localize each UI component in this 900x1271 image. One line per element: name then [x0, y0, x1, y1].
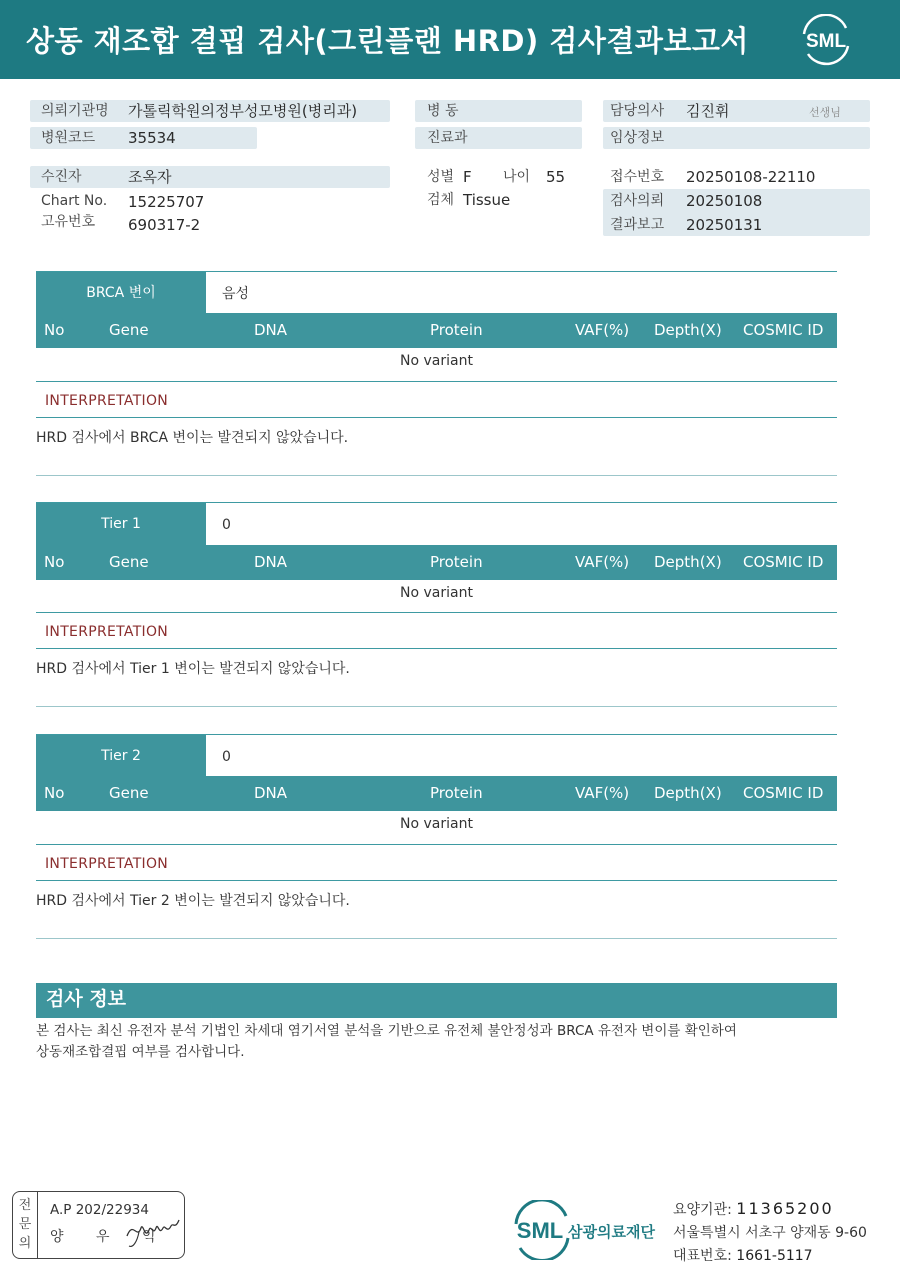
col-dna: DNA [254, 784, 288, 802]
report-header [0, 0, 900, 79]
chart-no: 15225707 [128, 193, 205, 211]
sex-label: 성별 [427, 169, 455, 185]
phone-label: 대표번호: [673, 1248, 732, 1264]
chart-label: Chart No. [41, 193, 108, 209]
brand-logo-text: SML [516, 1218, 564, 1243]
stamp-char: 의 [18, 1236, 32, 1251]
col-gene: Gene [109, 321, 149, 339]
divider [36, 706, 837, 707]
interpretation-label: INTERPRETATION [45, 393, 169, 409]
no-variant-text: No variant [400, 585, 473, 601]
col-protein: Protein [430, 553, 483, 571]
logo-text: SML [805, 31, 847, 52]
column-header-bar [36, 776, 837, 811]
specimen-label: 검체 [427, 192, 455, 208]
col-cosmic: COSMIC ID [743, 784, 824, 802]
request-date: 20250108 [686, 192, 763, 210]
col-depth: Depth(X) [654, 321, 722, 339]
code-value: 11365200 [736, 1199, 834, 1218]
interpretation-text: HRD 검사에서 Tier 1 변이는 발견되지 않았습니다. [36, 661, 350, 677]
section-header [36, 502, 837, 545]
divider [36, 612, 837, 613]
institution-code [673, 1199, 834, 1219]
divider [36, 844, 837, 845]
department-label: 진료과 [427, 130, 468, 146]
col-depth: Depth(X) [654, 553, 722, 571]
doctor-suffix: 선생님 [809, 106, 841, 119]
col-cosmic: COSMIC ID [743, 553, 824, 571]
section-result: 음성 [222, 286, 250, 302]
no-variant-text: No variant [400, 353, 473, 369]
age-value: 55 [546, 168, 566, 186]
report-label: 결과보고 [610, 217, 665, 233]
test-info-text [36, 1021, 796, 1063]
interpretation-text: HRD 검사에서 BRCA 변이는 발견되지 않았습니다. [36, 430, 349, 446]
col-gene: Gene [109, 784, 149, 802]
id-no: 690317-2 [128, 216, 201, 234]
address: 서울특별시 서초구 양재동 9-60 [673, 1225, 867, 1241]
stamp-side-label [13, 1192, 38, 1258]
brand-name: 삼광의료재단 [568, 1223, 655, 1241]
sex-value: F [463, 168, 472, 186]
stamp-license: A.P 202/22934 [50, 1202, 149, 1218]
hospital-code-value: 35534 [128, 129, 176, 147]
clinical-label: 임상정보 [610, 130, 665, 146]
col-no: No [44, 553, 65, 571]
col-dna: DNA [254, 321, 288, 339]
col-vaf: VAF(%) [575, 784, 630, 802]
patient-row-bg [30, 166, 390, 188]
col-depth: Depth(X) [654, 784, 722, 802]
section-result: 0 [222, 749, 231, 765]
interpretation-text: HRD 검사에서 Tier 2 변이는 발견되지 않았습니다. [36, 893, 350, 909]
report-title: 상동 재조합 결핍 검사(그린플랜 HRD) 검사결과보고서 [26, 24, 749, 58]
report-date: 20250131 [686, 216, 763, 234]
interpretation-label: INTERPRETATION [45, 856, 169, 872]
col-cosmic: COSMIC ID [743, 321, 824, 339]
section-tab: BRCA 변이 [36, 272, 206, 314]
col-gene: Gene [109, 553, 149, 571]
sml-logo-icon [798, 14, 854, 66]
request-label: 검사의뢰 [610, 193, 665, 209]
age-label: 나이 [503, 169, 531, 185]
test-info-line: 상동재조합결핍 여부를 검사합니다. [36, 1044, 245, 1060]
hospital-code-label: 병원코드 [41, 130, 96, 146]
doctor-label: 담당의사 [610, 103, 665, 119]
section-tab: Tier 1 [36, 503, 206, 545]
phone-value: 1661-5117 [736, 1248, 813, 1264]
col-protein: Protein [430, 321, 483, 339]
divider [36, 938, 837, 939]
divider [36, 417, 837, 418]
institution-label: 의뢰기관명 [41, 103, 109, 119]
sml-brand-logo-icon [508, 1200, 576, 1260]
divider [36, 381, 837, 382]
phone [673, 1245, 813, 1265]
stamp-name: 양 우 익 [50, 1229, 170, 1245]
receipt-no: 20250108-22110 [686, 168, 816, 186]
patient-label: 수진자 [41, 169, 82, 185]
section-header [36, 734, 837, 777]
col-vaf: VAF(%) [575, 553, 630, 571]
stamp-char: 문 [18, 1217, 32, 1232]
id-label: 고유번호 [41, 214, 96, 230]
test-info-bar [36, 983, 837, 1018]
patient-name: 조옥자 [128, 168, 172, 186]
code-label: 요양기관: [673, 1202, 732, 1218]
column-header-bar [36, 545, 837, 580]
stamp-char: 전 [18, 1198, 32, 1213]
col-no: No [44, 784, 65, 802]
col-no: No [44, 321, 65, 339]
test-info-title: 검사 정보 [46, 988, 127, 1010]
col-protein: Protein [430, 784, 483, 802]
no-variant-text: No variant [400, 816, 473, 832]
section-header [36, 271, 837, 314]
divider [36, 880, 837, 881]
institution-value: 가톨릭학원의정부성모병원(병리과) [128, 102, 358, 120]
col-vaf: VAF(%) [575, 321, 630, 339]
test-info-line: 본 검사는 최신 유전자 분석 기법인 차세대 염기서열 분석을 기반으로 유전체 불안정성과 BRCA 유전자 변이를 확인하여 [36, 1023, 737, 1039]
receipt-label: 접수번호 [610, 169, 665, 185]
section-tab: Tier 2 [36, 735, 206, 777]
ward-label: 병 동 [427, 103, 459, 119]
col-dna: DNA [254, 553, 288, 571]
specimen-value: Tissue [463, 191, 511, 209]
doctor-value: 김진휘 [686, 102, 730, 120]
signature-icon [123, 1206, 183, 1250]
divider [36, 648, 837, 649]
pathologist-stamp [12, 1191, 185, 1259]
divider [36, 475, 837, 476]
column-header-bar [36, 313, 837, 348]
interpretation-label: INTERPRETATION [45, 624, 169, 640]
section-result: 0 [222, 517, 231, 533]
